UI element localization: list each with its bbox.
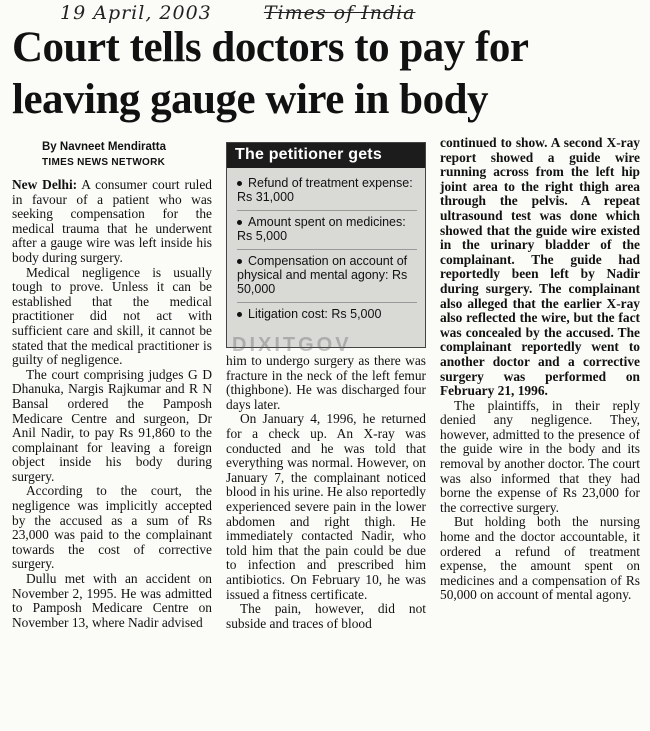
bullet-icon bbox=[237, 312, 242, 317]
sidebar-title: The petitioner gets bbox=[227, 143, 425, 168]
article-paragraph: continued to show. A second X-ray report showed a guide wire running across from the left hip joint area to the right thigh area through the pelvis. A repeat ultrasound test was done which showed that the guide wire existed in the urinary bladder of the complainant. The guide had reportedly been left by Nadir during surgery. The complainant also alleged that the earlier X-ray also reflected the wire, but the fact was concealed by the accused. The complainant reportedly went to another doctor and a corrective surgery was performed on February 21, 1996. bbox=[440, 135, 640, 399]
sidebar-list bbox=[227, 168, 425, 327]
headline: Court tells doctors to pay for leaving gauge wire in body bbox=[12, 24, 528, 123]
sidebar-item: Litigation cost: Rs 5,000 bbox=[237, 303, 417, 327]
article-paragraph: But holding both the nursing home and the doctor accountable, it ordered a refund of treatment expense, the amount spent on medicines and a compensation of Rs 50,000 on account of mental agony. bbox=[440, 514, 640, 603]
sidebar-item: Amount spent on medicines: Rs 5,000 bbox=[237, 211, 417, 250]
article-paragraph: New Delhi: A consumer court ruled in favour of a patient who was seeking compensation for the medical trauma that he underwent after a gauge wire was left inside his body during surgery. bbox=[12, 177, 212, 265]
handwritten-source: Times of India bbox=[263, 2, 416, 24]
handwritten-date: 19 April, 2003 bbox=[60, 2, 212, 24]
petitioner-sidebar bbox=[226, 142, 426, 348]
article-paragraph: According to the court, the negligence was implicitly accepted by the accused as a sum of Rs 23,000 was paid to the complainant towards the cost of corrective surgery. bbox=[12, 483, 212, 572]
handwritten-note bbox=[60, 2, 416, 24]
article-paragraph: Medical negligence is usually tough to prove. Unless it can be established that the medical practitioner did not act with sufficient care and skill, it cannot be stated that the medical practitioner is guilty of negligence. bbox=[12, 264, 212, 368]
bullet-icon bbox=[237, 259, 242, 264]
article-paragraph: him to undergo surgery as there was fracture in the neck of the left femur (thighbone). He was discharged four days later. bbox=[226, 353, 426, 412]
article-column-2 bbox=[226, 354, 426, 631]
article-column-1 bbox=[12, 178, 212, 630]
byline-agency: TIMES NEWS NETWORK bbox=[42, 157, 166, 168]
article-paragraph: The plaintiffs, in their reply denied any negligence. They, however, admitted to the presence of the guide wire in the body and its removal by another doctor. The court was also informed that they had borne the expense of Rs 23,000 for the corrective surgery. bbox=[440, 397, 640, 515]
watermark: DIXITGOV bbox=[232, 334, 352, 356]
article-column-3 bbox=[440, 136, 640, 603]
bullet-icon bbox=[237, 181, 242, 186]
byline-author: By Navneet Mendiratta bbox=[42, 141, 166, 153]
article-paragraph: On January 4, 1996, he returned for a check up. An X-ray was conducted and he was told that everything was normal. However, on January 7, the complainant noticed blood in his urine. He also reportedly experienced severe pain in the lower abdomen and right thigh. He immediately contacted Nadir, who told him that the pain could be due to infection and prescribed him antibiotics. On February 10, he was issued a fitness certificate. bbox=[226, 411, 426, 602]
byline bbox=[42, 140, 166, 170]
bullet-icon bbox=[237, 220, 242, 225]
dateline: New Delhi: bbox=[12, 177, 78, 192]
sidebar-item: Compensation on account of physical and mental agony: Rs 50,000 bbox=[237, 250, 417, 303]
article-paragraph: The court comprising judges G D Dhanuka, Nargis Rajkumar and R N Bansal ordered the Pamposh Medicare Centre and surgeon, Dr Anil Nadir, to pay Rs 91,860 to the complainant for leaving a foreign object inside his body during surgery. bbox=[12, 366, 212, 484]
sidebar-item: Refund of treatment expense: Rs 31,000 bbox=[237, 172, 417, 211]
article-paragraph: Dullu met with an accident on November 2, 1995. He was admitted to Pamposh Medicare Centre on November 13, where Nadir advised bbox=[12, 571, 212, 630]
article-paragraph: The pain, however, did not subside and traces of blood bbox=[226, 601, 426, 631]
